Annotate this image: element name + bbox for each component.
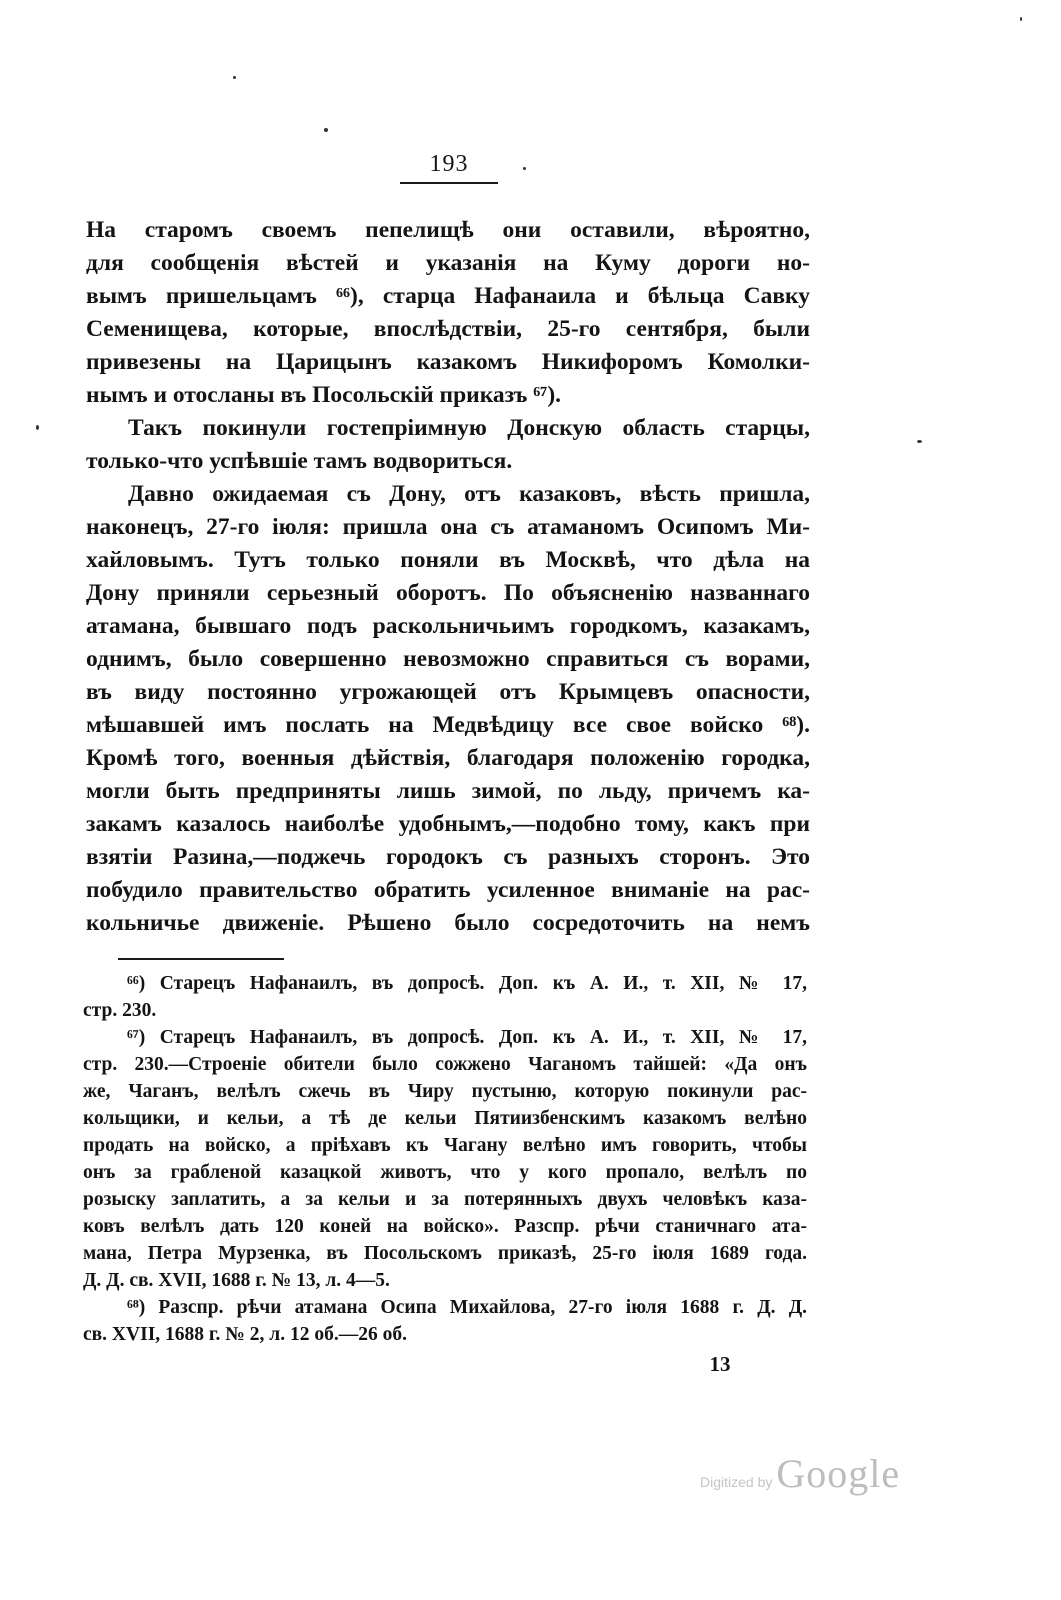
text-line: Дону приняли серьезный оборотъ. По объясненію названнаго bbox=[86, 580, 810, 606]
footnote-67 bbox=[83, 1024, 807, 1294]
scan-speck bbox=[917, 440, 922, 443]
footnote-line: продать на войско, а пріѣхавъ къ Чагану велѣно имъ говорить, чтобы bbox=[83, 1135, 807, 1156]
text-line: атамана, бывшаго подъ раскольничьимъ городкомъ, казакамъ, bbox=[86, 613, 810, 639]
text-line: только-что успѣвшіе тамъ водвориться. bbox=[86, 448, 513, 474]
paragraph bbox=[86, 412, 810, 478]
footnote-line: ⁶⁸) Разспр. рѣчи атамана Осипа Михайлова, 27-го іюля 1688 г. Д. Д. bbox=[127, 1297, 807, 1318]
footnote-line: же, Чаганъ, велѣлъ сжечь въ Чиру пустыню, которую покинули рас- bbox=[83, 1081, 807, 1102]
text-line: нымъ и отосланы въ Посольскій приказъ ⁶⁷). bbox=[86, 382, 562, 408]
text-line: мѣшавшей имъ послать на Медвѣдицу все свое войско ⁶⁸). bbox=[86, 712, 810, 738]
footnote-separator bbox=[118, 958, 284, 960]
footnote-line: Д. Д. св. XVII, 1688 г. № 13, л. 4—5. bbox=[83, 1270, 390, 1291]
footnote-line: стр. 230.—Строеніе обители было сожжено Чаганомъ тайшей: «Да онъ bbox=[83, 1054, 807, 1075]
text-line: хайловымъ. Тутъ только поняли въ Москвѣ, что дѣла на bbox=[86, 547, 810, 573]
text-line: для сообщенія вѣстей и указанія на Куму дороги но- bbox=[86, 250, 810, 276]
footnote-line: ⁶⁶) Старецъ Нафанаилъ, въ допросѣ. Доп. къ А. И., т. XII, № 17, bbox=[127, 973, 807, 994]
text-line: закамъ казалось наиболѣе удобнымъ,—подобно тому, какъ при bbox=[86, 811, 810, 837]
paragraph bbox=[86, 478, 810, 940]
footnote-line: кольщики, и кельи, а тѣ де кельи Пятиизбенскимъ казакомъ велѣно bbox=[83, 1108, 807, 1129]
footnote-line: ковъ велѣлъ дать 120 коней на войско». Разспр. рѣчи станичнаго ата- bbox=[83, 1216, 807, 1237]
main-text bbox=[86, 214, 810, 940]
page-number-rule bbox=[400, 182, 498, 184]
digitized-by-google-watermark bbox=[700, 1450, 960, 1510]
footnote-line: онъ за грабленой казацкой животъ, что у кого пропало, велѣлъ по bbox=[83, 1162, 807, 1183]
footnote-line: мана, Петра Мурзенка, въ Посольскомъ приказѣ, 25-го іюля 1689 года. bbox=[83, 1243, 807, 1264]
paragraph bbox=[86, 214, 810, 412]
text-line: побудило правительство обратить усиленное вниманіе на рас- bbox=[86, 877, 810, 903]
footnote-line: розыску заплатить, а за кельи и за потерянныхъ двухъ человѣкъ каза- bbox=[83, 1189, 807, 1210]
footnote-66 bbox=[83, 970, 807, 1024]
watermark-prefix: Digitized by bbox=[700, 1474, 773, 1490]
text-line: Семенищева, которые, впослѣдствіи, 25-го сентября, были bbox=[86, 316, 810, 342]
scan-speck bbox=[36, 425, 39, 430]
text-line: Такъ покинули гостепріимную Донскую область старцы, bbox=[128, 415, 810, 441]
text-line: кольничье движеніе. Рѣшено было сосредоточить на немъ bbox=[86, 910, 810, 936]
footnote-line: ⁶⁷) Старецъ Нафанаилъ, въ допросѣ. Доп. къ А. И., т. XII, № 17, bbox=[127, 1027, 807, 1048]
scan-speck bbox=[324, 128, 328, 132]
text-line: однимъ, было совершенно невозможно справиться съ ворами, bbox=[86, 646, 810, 672]
scan-speck bbox=[523, 167, 526, 170]
scan-speck bbox=[1020, 17, 1022, 21]
text-line: могли быть предприняты лишь зимой, по льду, причемъ ка- bbox=[86, 778, 810, 804]
text-line: наконецъ, 27-го іюля: пришла она съ атаманомъ Осипомъ Ми- bbox=[86, 514, 810, 540]
text-line: взятіи Разина,—поджечь городокъ съ разныхъ сторонъ. Это bbox=[86, 844, 810, 870]
text-line: На старомъ своемъ пепелищѣ они оставили, вѣроятно, bbox=[86, 217, 810, 243]
text-line: вымъ пришельцамъ ⁶⁶), старца Нафанаила и бѣльца Савку bbox=[86, 283, 810, 309]
text-line: Кромѣ того, военныя дѣйствія, благодаря положенію городка, bbox=[86, 745, 810, 771]
signature-mark: 13 bbox=[709, 1352, 731, 1376]
scan-speck bbox=[233, 76, 236, 79]
text-line: привезены на Царицынъ казакомъ Никифоромъ Комолки- bbox=[86, 349, 810, 375]
footnote-line: стр. 230. bbox=[83, 1000, 157, 1021]
footnote-line: св. XVII, 1688 г. № 2, л. 12 об.—26 об. bbox=[83, 1324, 407, 1345]
google-logo-text: Google bbox=[776, 1451, 901, 1496]
footnote-68 bbox=[83, 1294, 807, 1348]
text-line: Давно ожидаемая съ Дону, отъ казаковъ, вѣсть пришла, bbox=[128, 481, 810, 507]
page-number: 193 bbox=[429, 151, 469, 177]
text-line: въ виду постоянно угрожающей отъ Крымцевъ опасности, bbox=[86, 679, 810, 705]
footnotes bbox=[83, 970, 807, 1348]
